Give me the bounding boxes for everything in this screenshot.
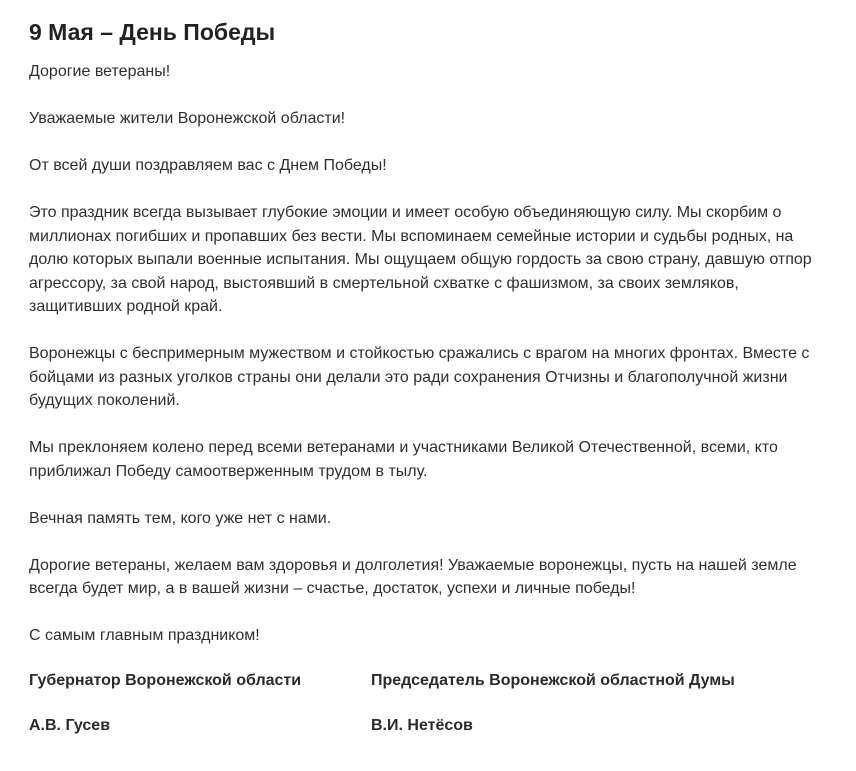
paragraph-holiday-meaning: Это праздник всегда вызывает глубокие эмоции и имеет особую объединяющую силу. Мы скорбим о миллионах погибших и пропавших без вести. Мы вспоминаем семейные истории и судьбы родных, на долю которых выпали военные испытания. Мы ощущаем общую гордость за свою страну, давшую отпор агрессору, за свой народ, выстоявший в смертельной схватке с фашизмом, за своих земляков, защитивших родной край. [29, 204, 812, 315]
signatures-block [29, 671, 829, 771]
paragraph-voronezh-courage: Воронежцы с беспримерным мужеством и стойкостью сражались с врагом на многих фронтах. Вместе с бойцами из разных уголков страны они делали это ради сохранения Отчизны и благополучной жизни будущих поколений. [29, 345, 810, 409]
signature-name: В.И. Нетёсов [371, 717, 473, 734]
paragraph-tribute: Мы преклоняем колено перед всеми ветеранами и участниками Великой Отечественной, всеми, кто приближал Победу самоотверженным трудом в тылу. [29, 439, 778, 480]
greeting-veterans: Дорогие ветераны! [29, 63, 171, 80]
paragraph-memory: Вечная память тем, кого уже нет с нами. [29, 509, 332, 527]
article-title: 9 Мая – День Победы [29, 19, 276, 45]
closing-line: С самым главным праздником! [29, 627, 260, 644]
congratulation-line: От всей души поздравляем вас с Днем Победы! [29, 157, 387, 174]
signature-position: Губернатор Воронежской области [29, 672, 302, 689]
signature-governor [29, 671, 301, 736]
signature-name: А.В. Гусев [29, 717, 111, 734]
signature-position: Председатель Воронежской областной Думы [371, 672, 735, 689]
signature-duma-chairman [371, 671, 735, 736]
greeting-residents: Уважаемые жители Воронежской области! [29, 110, 346, 127]
paragraph-wishes: Дорогие ветераны, желаем вам здоровья и долголетия! Уважаемые воронежцы, пусть на нашей земле всегда будет мир, а в вашей жизни – счастье, достаток, успехи и личные победы! [29, 556, 797, 597]
